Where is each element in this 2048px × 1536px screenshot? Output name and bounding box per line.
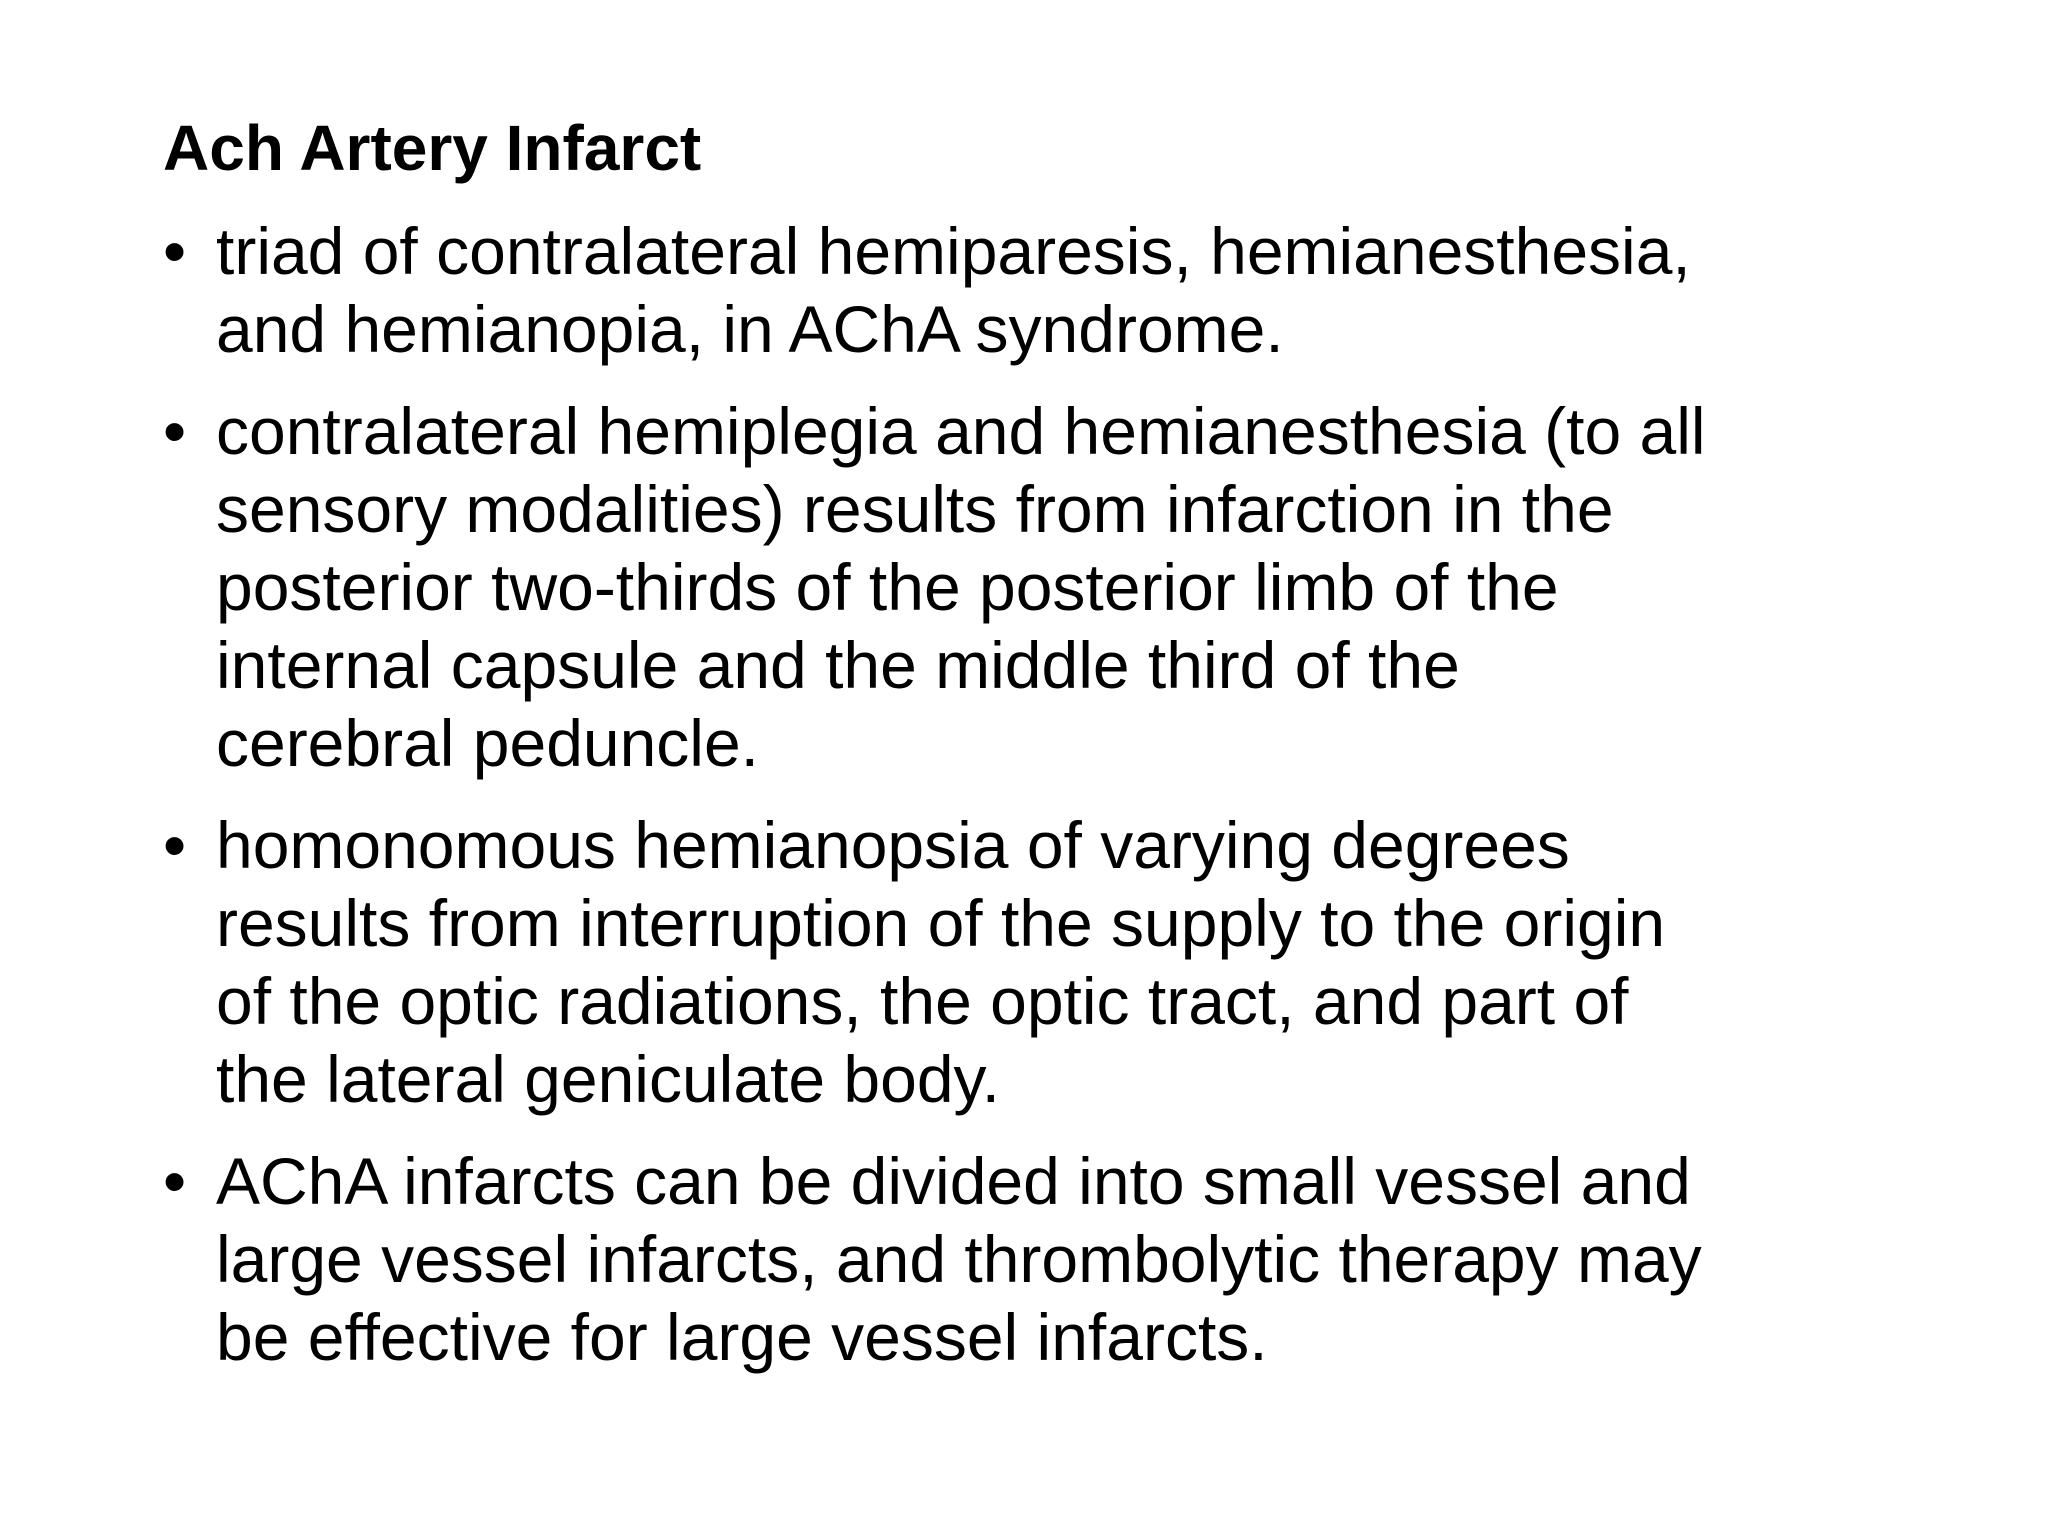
bullet-item (163, 392, 1923, 782)
bullet-text-line: contralateral hemiplegia and hemianesthesia (to all (216, 394, 1706, 468)
bullet-text-line: of the optic radiations, the optic tract, and part of (216, 964, 1629, 1038)
bullet-text-line: triad of contralateral hemiparesis, hemianesthesia, (216, 214, 1691, 288)
bullet-item (163, 212, 1923, 368)
slide-title: Ach Artery Infarct (163, 112, 702, 184)
bullet-marker: • (163, 214, 187, 288)
bullet-marker: • (163, 394, 187, 468)
bullet-text-line: the lateral geniculate body. (216, 1042, 1000, 1116)
bullet-text-line: be effective for large vessel infarcts. (216, 1300, 1268, 1374)
bullet-text-line: AChA infarcts can be divided into small vessel and (216, 1144, 1691, 1218)
bullet-text-line: sensory modalities) results from infarction in the (216, 472, 1614, 546)
bullet-list (163, 212, 1923, 1400)
bullet-item (163, 806, 1923, 1118)
bullet-marker: • (163, 1144, 187, 1218)
bullet-text-line: and hemianopia, in AChA syndrome. (216, 292, 1284, 366)
bullet-text-line: internal capsule and the middle third of the (216, 628, 1460, 702)
bullet-text-line: results from interruption of the supply to the origin (216, 886, 1666, 960)
bullet-text-line: large vessel infarcts, and thrombolytic therapy may (216, 1222, 1702, 1296)
bullet-text-line: homonomous hemianopsia of varying degrees (216, 808, 1570, 882)
bullet-text-line: cerebral peduncle. (216, 706, 760, 780)
bullet-item (163, 1142, 1923, 1376)
bullet-text-line: posterior two-thirds of the posterior limb of the (216, 550, 1559, 624)
bullet-marker: • (163, 808, 187, 882)
